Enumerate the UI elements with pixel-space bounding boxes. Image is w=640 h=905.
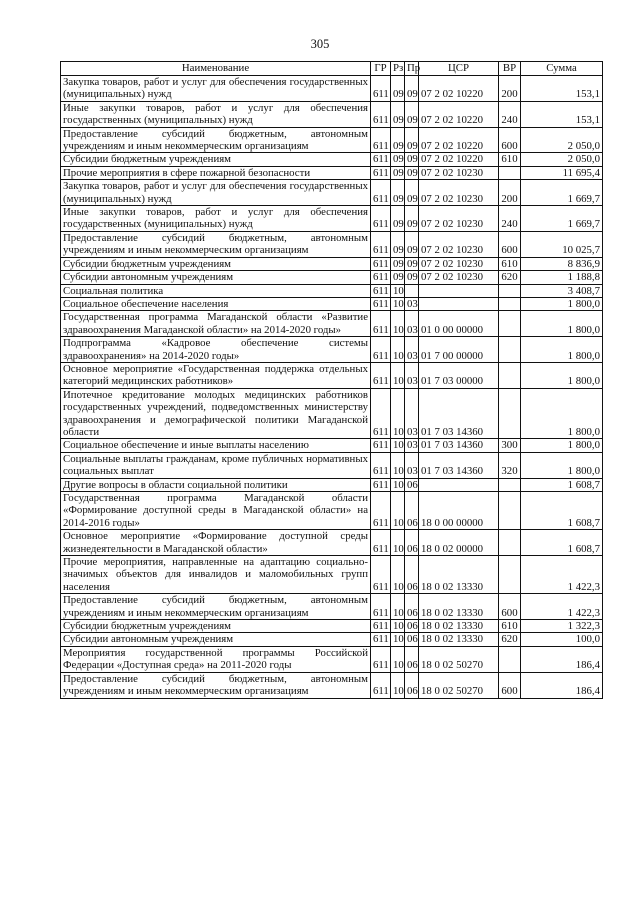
row-sum: 3 408,7 <box>521 284 603 297</box>
row-name: Государственная программа Магаданской области «Формирование доступной среды в Магаданской области» на 2014-2016 годы» <box>61 492 371 530</box>
table-row <box>61 284 603 297</box>
row-name: Государственная программа Магаданской области «Развитие здравоохранения Магаданской области» на 2014-2020 годы» <box>61 311 371 337</box>
row-rz: 10 <box>391 556 405 594</box>
row-sum: 2 050,0 <box>521 127 603 153</box>
row-name: Социальные выплаты гражданам, кроме публичных нормативных социальных выплат <box>61 452 371 478</box>
table-row <box>61 231 603 257</box>
row-sum: 1 608,7 <box>521 478 603 491</box>
row-pr: 06 <box>405 492 419 530</box>
row-pr: 06 <box>405 478 419 491</box>
row-name: Мероприятия государственной программы Российской Федерации «Доступная среда» на 2011-2020 годы <box>61 646 371 672</box>
row-csr: 01 7 03 14360 <box>419 388 499 439</box>
row-csr: 07 2 02 10230 <box>419 166 499 179</box>
header-vr: ВР <box>499 62 521 76</box>
table-row <box>61 166 603 179</box>
row-vr <box>499 284 521 297</box>
table-row <box>61 337 603 363</box>
row-vr <box>499 166 521 179</box>
header-csr: ЦСР <box>419 62 499 76</box>
row-rz: 09 <box>391 127 405 153</box>
row-pr: 09 <box>405 180 419 206</box>
row-vr: 200 <box>499 76 521 102</box>
row-csr: 01 7 03 14360 <box>419 452 499 478</box>
row-vr: 620 <box>499 271 521 284</box>
row-vr <box>499 297 521 310</box>
row-name: Прочие мероприятия в сфере пожарной безопасности <box>61 166 371 179</box>
table-row <box>61 439 603 452</box>
row-vr: 300 <box>499 439 521 452</box>
row-sum: 10 025,7 <box>521 231 603 257</box>
header-gr: ГР <box>371 62 391 76</box>
row-rz: 10 <box>391 311 405 337</box>
row-name: Ипотечное кредитование молодых медицинских работников государственных учреждений, подведомственных министерству здравоохранения и демографической политики Магаданской области <box>61 388 371 439</box>
row-gr: 611 <box>371 153 391 166</box>
row-sum: 1 800,0 <box>521 297 603 310</box>
row-name: Субсидии автономным учреждениям <box>61 633 371 646</box>
row-gr: 611 <box>371 388 391 439</box>
row-pr: 06 <box>405 633 419 646</box>
table-row <box>61 556 603 594</box>
row-name: Иные закупки товаров, работ и услуг для обеспечения государственных (муниципальных) нужд <box>61 206 371 232</box>
row-name: Предоставление субсидий бюджетным, автономным учреждениям и иным некоммерческим организациям <box>61 231 371 257</box>
row-csr: 07 2 02 10230 <box>419 257 499 270</box>
table-row <box>61 101 603 127</box>
row-vr: 600 <box>499 594 521 620</box>
row-pr: 06 <box>405 594 419 620</box>
table-row <box>61 620 603 633</box>
row-sum: 1 322,3 <box>521 620 603 633</box>
row-gr: 611 <box>371 556 391 594</box>
row-sum: 2 050,0 <box>521 153 603 166</box>
row-gr: 611 <box>371 271 391 284</box>
row-pr: 03 <box>405 362 419 388</box>
row-rz: 10 <box>391 594 405 620</box>
table-row <box>61 362 603 388</box>
row-name: Субсидии бюджетным учреждениям <box>61 257 371 270</box>
row-name: Субсидии бюджетным учреждениям <box>61 153 371 166</box>
row-pr: 03 <box>405 439 419 452</box>
row-csr: 01 7 03 14360 <box>419 439 499 452</box>
row-gr: 611 <box>371 594 391 620</box>
row-rz: 09 <box>391 231 405 257</box>
row-rz: 10 <box>391 452 405 478</box>
row-rz: 10 <box>391 284 405 297</box>
table-row <box>61 452 603 478</box>
row-sum: 1 669,7 <box>521 180 603 206</box>
row-gr: 611 <box>371 492 391 530</box>
row-sum: 153,1 <box>521 76 603 102</box>
row-vr: 600 <box>499 672 521 698</box>
row-vr: 610 <box>499 620 521 633</box>
row-vr: 610 <box>499 257 521 270</box>
row-gr: 611 <box>371 646 391 672</box>
row-pr: 09 <box>405 271 419 284</box>
row-vr <box>499 311 521 337</box>
row-gr: 611 <box>371 362 391 388</box>
row-csr: 07 2 02 10220 <box>419 76 499 102</box>
row-pr: 03 <box>405 337 419 363</box>
row-csr: 07 2 02 10220 <box>419 101 499 127</box>
row-rz: 09 <box>391 206 405 232</box>
row-name: Субсидии автономным учреждениям <box>61 271 371 284</box>
row-sum: 186,4 <box>521 672 603 698</box>
budget-table <box>60 61 603 699</box>
row-pr: 09 <box>405 153 419 166</box>
row-vr: 600 <box>499 127 521 153</box>
row-gr: 611 <box>371 452 391 478</box>
row-vr <box>499 362 521 388</box>
row-vr: 600 <box>499 231 521 257</box>
row-gr: 611 <box>371 672 391 698</box>
row-vr <box>499 530 521 556</box>
header-rz: Рз <box>391 62 405 76</box>
row-rz: 10 <box>391 646 405 672</box>
row-gr: 611 <box>371 337 391 363</box>
row-csr: 07 2 02 10230 <box>419 206 499 232</box>
row-gr: 611 <box>371 311 391 337</box>
row-vr: 240 <box>499 206 521 232</box>
row-name: Другие вопросы в области социальной политики <box>61 478 371 491</box>
row-sum: 1 800,0 <box>521 439 603 452</box>
row-pr: 03 <box>405 452 419 478</box>
row-rz: 10 <box>391 337 405 363</box>
table-row <box>61 297 603 310</box>
row-name: Социальное обеспечение и иные выплаты населению <box>61 439 371 452</box>
row-pr: 03 <box>405 297 419 310</box>
row-vr: 620 <box>499 633 521 646</box>
table-row <box>61 530 603 556</box>
row-gr: 611 <box>371 127 391 153</box>
row-csr: 01 7 00 00000 <box>419 337 499 363</box>
row-pr: 06 <box>405 556 419 594</box>
row-pr: 09 <box>405 76 419 102</box>
row-vr: 610 <box>499 153 521 166</box>
row-name: Социальное обеспечение населения <box>61 297 371 310</box>
row-gr: 611 <box>371 166 391 179</box>
row-sum: 1 800,0 <box>521 337 603 363</box>
table-row <box>61 388 603 439</box>
row-csr: 07 2 02 10230 <box>419 180 499 206</box>
row-rz: 09 <box>391 101 405 127</box>
row-gr: 611 <box>371 478 391 491</box>
row-name: Социальная политика <box>61 284 371 297</box>
row-vr: 200 <box>499 180 521 206</box>
row-pr: 06 <box>405 646 419 672</box>
row-name: Основное мероприятие «Государственная поддержка отдельных категорий медицинских работников» <box>61 362 371 388</box>
row-csr: 01 7 03 00000 <box>419 362 499 388</box>
row-sum: 1 800,0 <box>521 388 603 439</box>
header-name: Наименование <box>61 62 371 76</box>
row-csr <box>419 297 499 310</box>
row-gr: 611 <box>371 284 391 297</box>
row-rz: 10 <box>391 620 405 633</box>
row-rz: 09 <box>391 257 405 270</box>
row-gr: 611 <box>371 530 391 556</box>
row-rz: 10 <box>391 388 405 439</box>
table-row <box>61 257 603 270</box>
row-csr: 01 0 00 00000 <box>419 311 499 337</box>
table-row <box>61 478 603 491</box>
row-csr: 07 2 02 10220 <box>419 153 499 166</box>
row-rz: 10 <box>391 633 405 646</box>
table-row <box>61 206 603 232</box>
row-sum: 1 608,7 <box>521 530 603 556</box>
row-vr <box>499 478 521 491</box>
row-vr <box>499 388 521 439</box>
row-sum: 1 608,7 <box>521 492 603 530</box>
row-rz: 10 <box>391 439 405 452</box>
row-rz: 10 <box>391 530 405 556</box>
row-gr: 611 <box>371 633 391 646</box>
row-pr <box>405 284 419 297</box>
row-name: Закупка товаров, работ и услуг для обеспечения государственных (муниципальных) нужд <box>61 76 371 102</box>
table-row <box>61 646 603 672</box>
row-csr: 07 2 02 10230 <box>419 271 499 284</box>
table-body <box>61 76 603 699</box>
table-row <box>61 594 603 620</box>
row-csr: 18 0 02 13330 <box>419 594 499 620</box>
row-csr: 18 0 02 13330 <box>419 633 499 646</box>
row-gr: 611 <box>371 439 391 452</box>
row-pr: 09 <box>405 101 419 127</box>
table-row <box>61 311 603 337</box>
row-vr: 320 <box>499 452 521 478</box>
row-vr: 240 <box>499 101 521 127</box>
row-csr: 07 2 02 10230 <box>419 231 499 257</box>
row-pr: 09 <box>405 127 419 153</box>
row-rz: 09 <box>391 76 405 102</box>
row-sum: 1 800,0 <box>521 452 603 478</box>
row-sum: 1 188,8 <box>521 271 603 284</box>
header-pr: Пр <box>405 62 419 76</box>
row-name: Предоставление субсидий бюджетным, автономным учреждениям и иным некоммерческим организациям <box>61 594 371 620</box>
row-name: Предоставление субсидий бюджетным, автономным учреждениям и иным некоммерческим организациям <box>61 127 371 153</box>
row-rz: 10 <box>391 672 405 698</box>
row-pr: 03 <box>405 311 419 337</box>
row-rz: 09 <box>391 153 405 166</box>
row-csr: 18 0 00 00000 <box>419 492 499 530</box>
row-csr: 18 0 02 50270 <box>419 672 499 698</box>
row-gr: 611 <box>371 101 391 127</box>
row-pr: 06 <box>405 672 419 698</box>
row-csr: 18 0 02 13330 <box>419 620 499 633</box>
table-row <box>61 271 603 284</box>
row-csr <box>419 284 499 297</box>
row-gr: 611 <box>371 620 391 633</box>
page-number: 305 <box>310 37 330 51</box>
row-sum: 1 422,3 <box>521 556 603 594</box>
header-sum: Сумма <box>521 62 603 76</box>
row-gr: 611 <box>371 231 391 257</box>
row-name: Предоставление субсидий бюджетным, автономным учреждениям и иным некоммерческим организациям <box>61 672 371 698</box>
row-rz: 10 <box>391 478 405 491</box>
row-csr: 18 0 02 13330 <box>419 556 499 594</box>
row-rz: 09 <box>391 180 405 206</box>
row-vr <box>499 492 521 530</box>
row-sum: 1 669,7 <box>521 206 603 232</box>
table-header-row <box>61 62 603 76</box>
row-csr <box>419 478 499 491</box>
row-pr: 06 <box>405 530 419 556</box>
row-sum: 8 836,9 <box>521 257 603 270</box>
row-name: Субсидии бюджетным учреждениям <box>61 620 371 633</box>
row-pr: 03 <box>405 388 419 439</box>
row-gr: 611 <box>371 76 391 102</box>
row-sum: 1 800,0 <box>521 362 603 388</box>
row-csr: 07 2 02 10220 <box>419 127 499 153</box>
row-vr <box>499 646 521 672</box>
row-csr: 18 0 02 00000 <box>419 530 499 556</box>
table-row <box>61 76 603 102</box>
row-sum: 1 422,3 <box>521 594 603 620</box>
row-name: Закупка товаров, работ и услуг для обеспечения государственных (муниципальных) нужд <box>61 180 371 206</box>
table-row <box>61 127 603 153</box>
row-sum: 153,1 <box>521 101 603 127</box>
row-rz: 09 <box>391 166 405 179</box>
row-rz: 10 <box>391 492 405 530</box>
row-vr <box>499 337 521 363</box>
table-row <box>61 180 603 206</box>
row-rz: 10 <box>391 362 405 388</box>
row-sum: 1 800,0 <box>521 311 603 337</box>
row-vr <box>499 556 521 594</box>
table-row <box>61 672 603 698</box>
row-csr: 18 0 02 50270 <box>419 646 499 672</box>
table-row <box>61 633 603 646</box>
row-sum: 186,4 <box>521 646 603 672</box>
row-pr: 06 <box>405 620 419 633</box>
table-row <box>61 153 603 166</box>
row-gr: 611 <box>371 257 391 270</box>
row-gr: 611 <box>371 206 391 232</box>
row-sum: 11 695,4 <box>521 166 603 179</box>
row-pr: 09 <box>405 206 419 232</box>
row-rz: 09 <box>391 271 405 284</box>
row-gr: 611 <box>371 297 391 310</box>
row-name: Основное мероприятие «Формирование доступной среды жизнедеятельности в Магаданской области» <box>61 530 371 556</box>
row-sum: 100,0 <box>521 633 603 646</box>
row-pr: 09 <box>405 231 419 257</box>
row-pr: 09 <box>405 166 419 179</box>
row-rz: 10 <box>391 297 405 310</box>
row-name: Иные закупки товаров, работ и услуг для обеспечения государственных (муниципальных) нужд <box>61 101 371 127</box>
row-name: Подпрограмма «Кадровое обеспечение системы здравоохранения» на 2014-2020 годы» <box>61 337 371 363</box>
row-gr: 611 <box>371 180 391 206</box>
table-row <box>61 492 603 530</box>
row-name: Прочие мероприятия, направленные на адаптацию социально-значимых объектов для инвалидов и маломобильных групп населения <box>61 556 371 594</box>
row-pr: 09 <box>405 257 419 270</box>
